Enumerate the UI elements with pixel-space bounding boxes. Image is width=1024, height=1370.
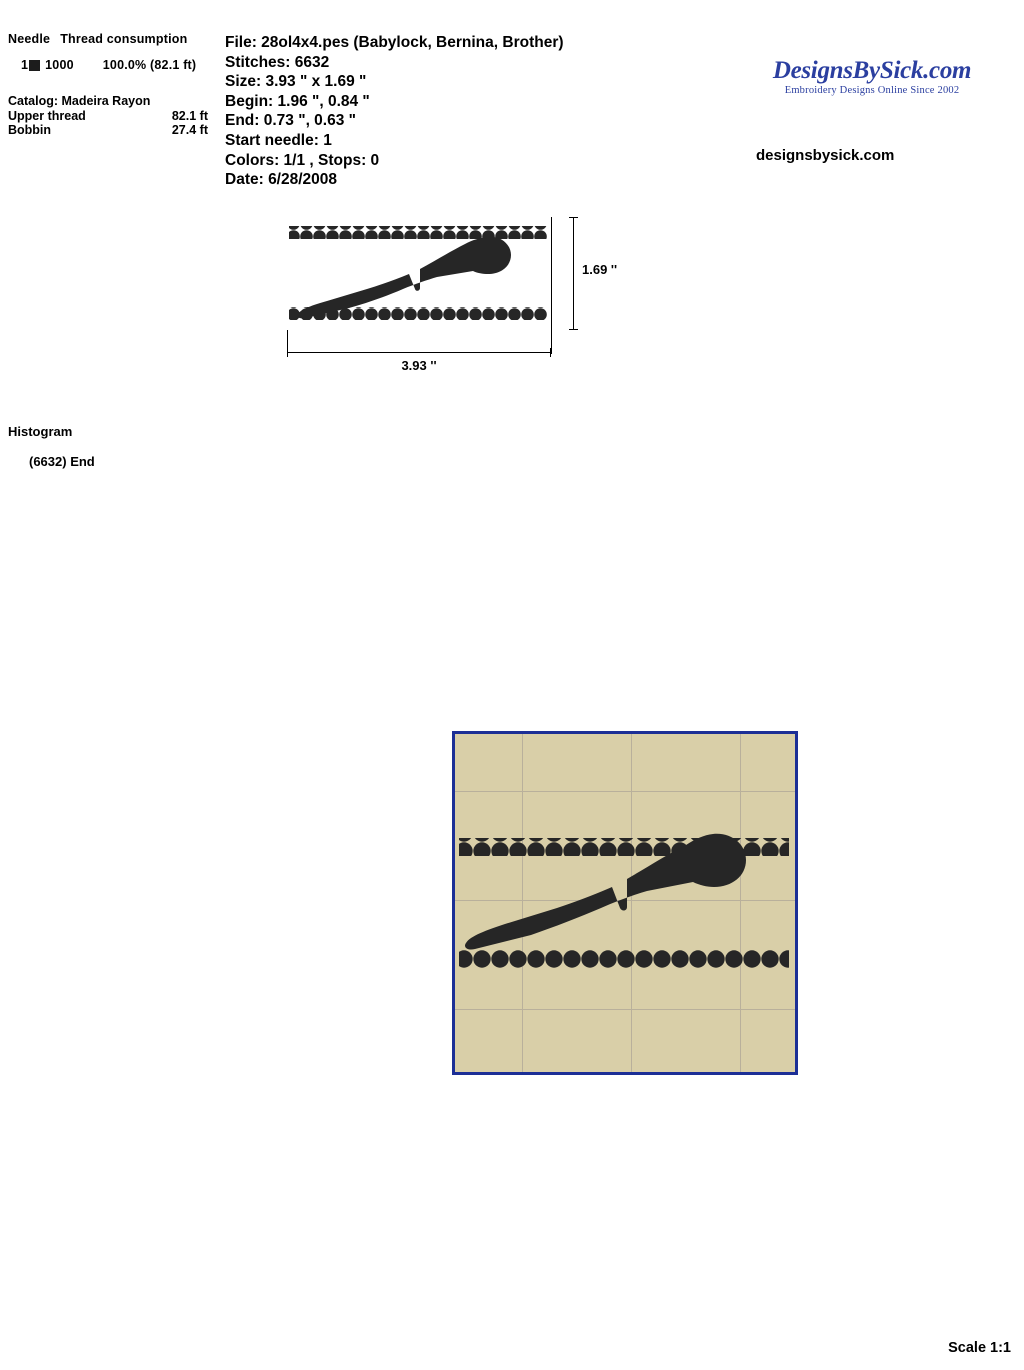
catalog-block [8, 94, 208, 137]
needle-column-header: Needle [8, 32, 51, 46]
catalog-row [8, 123, 208, 137]
site-url-text: designsbysick.com [756, 147, 895, 164]
stitches-line: Stitches: 6632 [225, 53, 330, 71]
upper-thread-label: Upper thread [8, 109, 86, 123]
histogram-title: Histogram [8, 424, 73, 439]
size-line: Size: 3.93 " x 1.69 " [225, 73, 367, 91]
dimension-tick-right [551, 217, 552, 354]
date-line: Date: 6/28/2008 [225, 171, 338, 189]
file-info-block [225, 33, 564, 190]
bobbin-label: Bobbin [8, 123, 52, 137]
thread-consumption-column-header: Thread consumption [60, 32, 188, 46]
logo-tagline: Embroidery Designs Online Since 2002 [784, 85, 960, 96]
swimmer-embroidery-art [287, 217, 551, 330]
begin-line: Begin: 1.96 ", 0.84 " [225, 92, 370, 110]
needle-length: 1000 [45, 58, 74, 72]
start-needle-line: Start needle: 1 [225, 131, 332, 149]
bobbin-value: 27.4 ft [171, 123, 208, 137]
scale-label: Scale 1:1 [948, 1340, 1011, 1356]
logo-wordmark: DesignsBySick.com [772, 57, 972, 84]
width-dimension-label: 3.93 '' [401, 358, 437, 373]
needle-percent: 100.0% (82.1 ft) [102, 58, 197, 72]
catalog-title: Catalog: Madeira Rayon [8, 94, 151, 108]
colors-line: Colors: 1/1 , Stops: 0 [225, 151, 380, 169]
histogram-end-label: (6632) End [29, 454, 95, 469]
swimmer-embroidery-art-large [455, 734, 795, 1072]
height-dimension-label: 1.69 '' [582, 262, 618, 277]
catalog-row [8, 109, 208, 123]
width-dimension-line [287, 352, 551, 353]
color-swatch [29, 60, 40, 71]
upper-thread-value: 82.1 ft [171, 109, 208, 123]
site-logo[interactable] [748, 58, 996, 96]
needle-consumption-table [8, 32, 223, 72]
end-line: End: 0.73 ", 0.63 " [225, 112, 357, 130]
design-preview-large [452, 731, 798, 1075]
needle-index: 1 [21, 58, 29, 72]
design-preview-small [287, 217, 551, 330]
file-name-line: File: 28ol4x4.pes (Babylock, Bernina, Brother) [225, 34, 564, 51]
needle-table-header [8, 32, 223, 46]
table-row [8, 58, 223, 72]
height-dimension-line [573, 217, 574, 330]
